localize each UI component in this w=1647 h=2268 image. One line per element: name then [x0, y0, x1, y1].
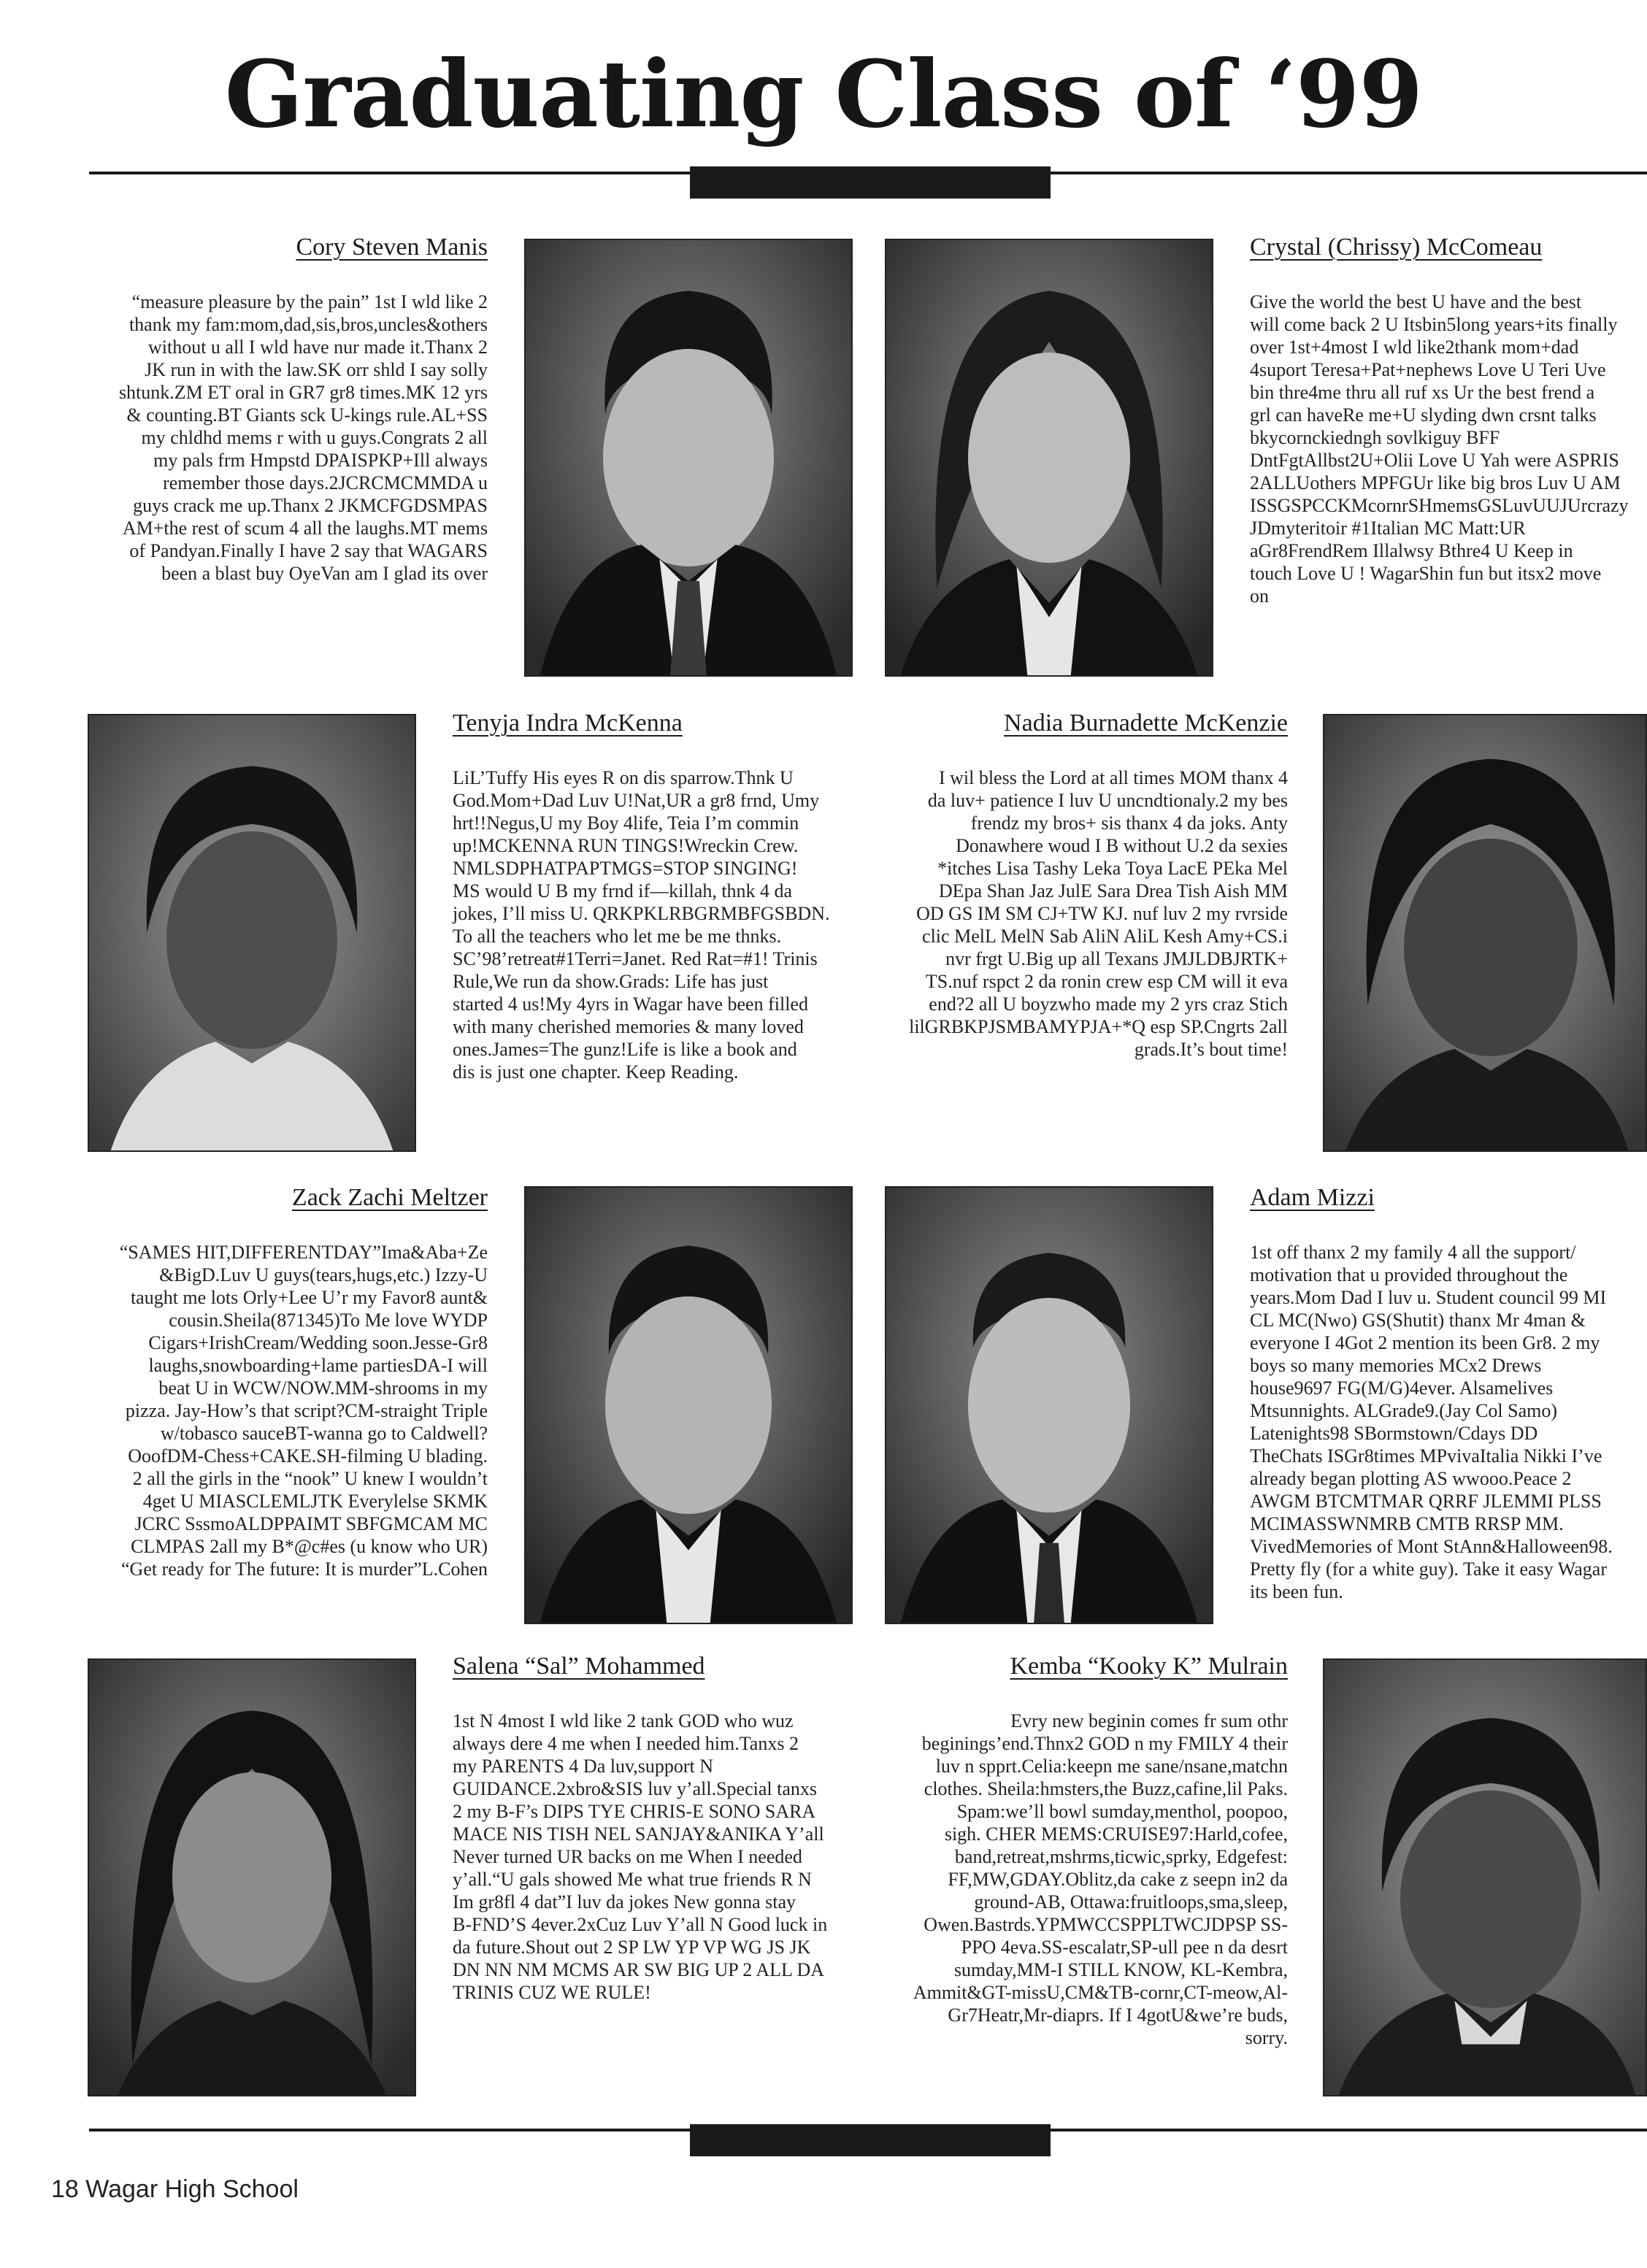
student-photo-tenyja-mckenna — [88, 714, 416, 1152]
student-photo-nadia-mckenzie — [1323, 714, 1647, 1152]
student-bio-nadia-mckenzie: I wil bless the Lord at all times MOM thanx 4 da luv+ patience I luv U uncndtionaly.2 my bes frendz my bros+ sis thanx 4 da joks. Anty Donawhere woud I B without U.2 da sexies *itches Lisa Tashy Leka Toya LacE PEka Mel DEpa Shan Jaz JulE Sara Drea Tish Aish MM OD GS IM SM CJ+TW KJ. nuf luv 2 my rvrside clic MelL MelN Sab AliN AliL Kesh Amy+CS.i nvr frgt U.Big up all Texans JMJLDBJRTK+ TS.nuf rspct 2 da ronin crew esp CM will it eva end?2 all U boyzwho made my 2 yrs craz Stich lilGRBKPJSMBAMYPJA+*Q esp SP.Cngrts 2all grads.It’s bout time! — [909, 767, 1288, 1060]
student-name-zack-meltzer: Zack Zachi Meltzer — [291, 1184, 488, 1211]
student-name-adam-mizzi: Adam Mizzi — [1250, 1184, 1375, 1211]
student-photo-salena-mohammed — [88, 1658, 416, 2096]
student-name-cory-manis: Cory Steven Manis — [296, 234, 488, 261]
student-bio-adam-mizzi: 1st off thanx 2 my family 4 all the support/ motivation that u provided throughout the years.Mom Dad I luv u. Student council 99 MI CL MC(Nwo) GS(Shutit) thanx Mr 4man & everyone I 4Got 2 mention its been Gr8. 2 my boys so many memories MCx2 Drews house9697 FG(M/G)4ever. Alsamelives Mtsunnights. ALGrade9.(Jay Col Samo) Latenights98 SBormstown/Cdays DD TheChats ISGr8times MPvivaItalia Nikki I’ve already began plotting AS wwooo.Peace 2 AWGM BTCMTMAR QRRF JLEMMI PLSS MCIMASSWNMRB CMTB RRSP MM. VivedMemories of Mont StAnn&Halloween98. Pretty fly (for a white guy). Take it easy Wagar its been fun. — [1250, 1242, 1613, 1602]
student-photo-kemba-mulrain — [1323, 1658, 1647, 2096]
student-name-kemba-mulrain: Kemba “Kooky K” Mulrain — [1010, 1653, 1288, 1680]
student-photo-cory-manis — [524, 239, 853, 677]
top-bar — [690, 166, 1051, 199]
student-bio-crystal-mccomeau: Give the world the best U have and the best will come back 2 U Itsbin5long years+its finally over 1st+4most I wld like2thank mom+dad 4suport Teresa+Pat+nephews Love U Teri Uve bin thre4me thru all ruf xs Ur the best frend a grl can haveRe me+U slyding dwn crsnt talks bkycornckiedngh sovlkiguy BFF DntFgtAllbst2U+Olii Love U Yah were ASPRIS 2ALLUothers MPFGUr like big bros Luv U AM ISSGSPCCKMcornrSHmemsGSLuvUUJUrcrazy JDmyteritoir #1Italian MC Matt:UR aGr8FrendRem Illalwsy Bthre4 U Keep in touch Love U ! WagarShin fun but itsx2 move on — [1250, 291, 1629, 607]
student-bio-tenyja-mckenna: LiL’Tuffy His eyes R on dis sparrow.Thnk U God.Mom+Dad Luv U!Nat,UR a gr8 frnd, Umy hrt!!Negus,U my Boy 4life, Teia I’m commin up!MCKENNA RUN TINGS!Wreckin Crew. NMLSDPHATPAPTMGS=STOP SINGING! MS would U B my frnd if—killah, thnk 4 da jokes, I’ll miss U. QRKPKLRBGRMBFGSBDN. To all the teachers who let me be me thnks. SC’98’retreat#1Terri=Janet. Red Rat=#1! Trinis Rule,We run da show.Grads: Life has just started 4 us!My 4yrs in Wagar have been filled with many cherished memories & many loved ones.James=The gunz!Life is like a book and dis is just one chapter. Keep Reading. — [453, 767, 830, 1083]
student-bio-salena-mohammed: 1st N 4most I wld like 2 tank GOD who wuz always dere 4 me when I needed him.Tanxs 2 my PARENTS 4 Da luv,support N GUIDANCE.2xbro&SIS luv y’all.Special tanxs 2 my B-F’s DIPS TYE CHRIS-E SONO SARA MACE NIS TISH NEL SANJAY&ANIKA Y’all Never turned UR backs on me When I needed y’all.“U gals showed Me what true friends R N Im gr8fl 4 dat”I luv da jokes New gonna stay B-FND’S 4ever.2xCuz Luv Y’all N Good luck in da future.Shout out 2 SP LW YP VP WG JS JK DN NN NM MCMS AR SW BIG UP 2 ALL DA TRINIS CUZ WE RULE! — [453, 1710, 828, 2003]
student-bio-cory-manis: “measure pleasure by the pain” 1st I wld like 2 thank my fam:mom,dad,sis,bros,uncles&others without u all I wld have nur made it.Thanx 2 JK run in with the law.SK orr shld I say solly shtunk.ZM ET oral in GR7 gr8 times.MK 12 yrs & counting.BT Giants sck U-kings rule.AL+SS my chldhd mems r with u guys.Congrats 2 all my pals frm Hmpstd DPAISPKP+Ill always remember those days.2JCRCMCMMDA u guys crack me up.Thanx 2 JKMCFGDSMPAS AM+the rest of scum 4 all the laughs.MT mems of Pandyan.Finally I have 2 say that WAGARS been a blast buy OyeVan am I glad its over — [118, 291, 488, 584]
bottom-bar — [690, 2124, 1051, 2156]
student-name-tenyja-mckenna: Tenyja Indra McKenna — [453, 710, 683, 737]
student-bio-zack-meltzer: “SAMES HIT,DIFFERENTDAY”Ima&Aba+Ze &BigD.Luv U guys(tears,hugs,etc.) Izzy-U taught me lots Orly+Lee U’r my Favor8 aunt& cousin.Sheila(871345)To Me love WYDP Cigars+IrishCream/Wedding soon.Jesse-Gr8 laughs,snowboarding+lame partiesDA-I will beat U in WCW/NOW.MM-shrooms in my pizza. Jay-How’s that script?CM-straight Triple w/tobasco sauceBT-wanna go to Caldwell? OoofDM-Chess+CAKE.SH-filming U blading. 2 all the girls in the “nook” U knew I wouldn’t 4get U MIASCLEMLJTK Everylelse SKMK JCRC SssmoALDPPAIMT SBFGMCAM MC CLMPAS 2all my B*@c#es (u know who UR) “Get ready for The future: It is murder”L.Cohen — [119, 1242, 488, 1580]
page-footer: 18 Wagar High School — [51, 2175, 299, 2203]
student-name-nadia-mckenzie: Nadia Burnadette McKenzie — [1004, 710, 1288, 737]
student-photo-adam-mizzi — [885, 1186, 1213, 1624]
student-name-salena-mohammed: Salena “Sal” Mohammed — [453, 1653, 705, 1680]
student-name-crystal-mccomeau: Crystal (Chrissy) McComeau — [1250, 234, 1543, 261]
student-photo-crystal-mccomeau — [885, 239, 1213, 677]
student-bio-kemba-mulrain: Evry new beginin comes fr sum othr beginings’end.Thnx2 GOD n my FMILY 4 their luv n spprt.Celia:keepn me sane/nsane,matchn clothes. Sheila:hmsters,the Buzz,cafine,lil Paks. Spam:we’ll bowl sumday,menthol, poopoo, sigh. CHER MEMS:CRUISE97:Harld,cofee, band,retreat,mshrms,ticwic,sprky, Edgefest: FF,MW,GDAY.Oblitz,da cake z seepn in2 da ground-AB, Ottawa:fruitloops,sma,sleep, Owen.Bastrds.YPMWCCSPPLTWCJDPSP SS- PPO 4eva.SS-escalatr,SP-ull pee n da desrt sumday,MM-I STILL KNOW, KL-Kembra, Ammit&GT-missU,CM&TB-cornr,CT-meow,Al- Gr7Heatr,Mr-diaprs. If I 4gotU&we’re buds, sorry. — [913, 1710, 1288, 2048]
page-title: Graduating Class of ‘99 — [224, 40, 1423, 148]
student-photo-zack-meltzer — [524, 1186, 853, 1624]
